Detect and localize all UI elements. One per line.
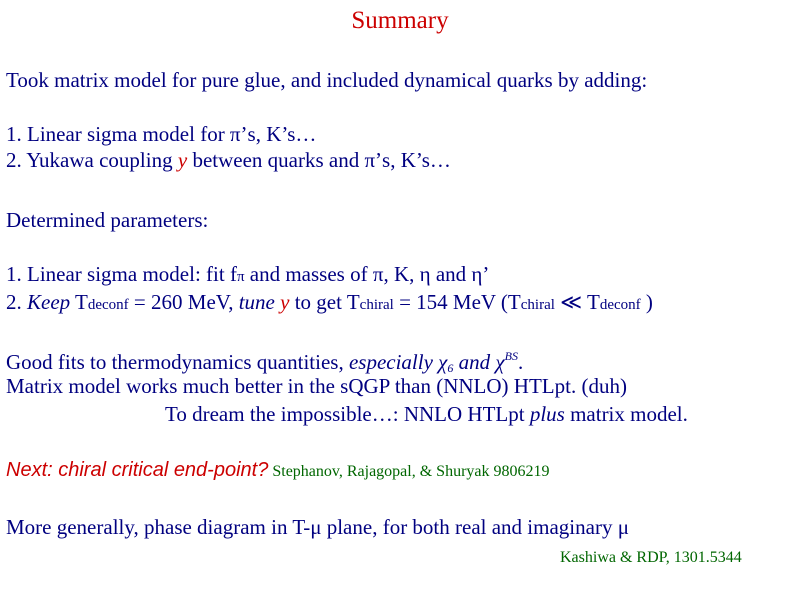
fits-especially: especially χ [348,350,448,374]
yukawa-y: y [177,148,188,172]
chi-6-subscript: 6 [447,361,454,375]
general-text: More generally, phase diagram in T-μ plane, for both real and imaginary μ [6,515,629,539]
fits-and-chi: and χ [453,350,505,374]
param-2-keep: Keep [27,290,71,314]
f-pi-subscript: π [236,269,245,285]
adding-item-2-post: between quarks and π’s, K’s… [187,148,451,172]
param-2-t1: T [70,290,88,314]
param-1-post: and masses of π, K, η and η’ [244,262,490,286]
param-2-end: ) [640,290,653,314]
determined-label: Determined parameters: [6,208,209,232]
t-deconf-subscript-2: deconf [599,297,641,313]
next-line [6,457,550,484]
adding-item-2-pre: 2. Yukawa coupling [6,148,178,172]
param-1-pre: 1. Linear sigma model: fit f [6,262,237,286]
slide-title: Summary [351,7,449,34]
t-deconf-subscript: deconf [87,297,129,313]
param-2-ll: ≪ T [554,290,600,314]
param-2-mid1: = 260 MeV, [128,290,239,314]
next-label: Next: chiral critical end-point? [6,459,269,481]
param-2-tune: tune [238,290,275,314]
adding-item-1: 1. Linear sigma model for π’s, K’s… [6,122,317,146]
fits-line-3 [165,402,688,426]
fits-plus: plus [529,402,565,426]
param-2-num: 2. [6,290,27,314]
param-1 [6,262,489,289]
fits-line-3-pre: To dream the impossible…: NNLO HTLpt [165,402,530,426]
next-reference: Stephanov, Rajagopal, & Shuryak 9806219 [268,463,550,480]
param-2 [6,290,653,317]
param-2-mid2: to get T [289,290,360,314]
fits-line-1-end: . [518,350,524,374]
t-chiral-subscript-2: chiral [520,297,555,313]
intro-text: Took matrix model for pure glue, and included dynamical quarks by adding: [6,68,648,92]
chi-bs-superscript: BS [504,349,518,363]
adding-item-2 [6,148,451,172]
footer-reference: Kashiwa & RDP, 1301.5344 [560,549,742,566]
t-chiral-subscript: chiral [359,297,394,313]
param-2-y: y [280,290,290,314]
param-2-mid3: = 154 MeV (T [393,290,521,314]
fits-line-3-post: matrix model. [564,402,688,426]
fits-line-1-pre: Good fits to thermodynamics quantities, [6,350,349,374]
fits-line-2: Matrix model works much better in the sQGP than (NNLO) HTLpt. (duh) [6,374,627,398]
